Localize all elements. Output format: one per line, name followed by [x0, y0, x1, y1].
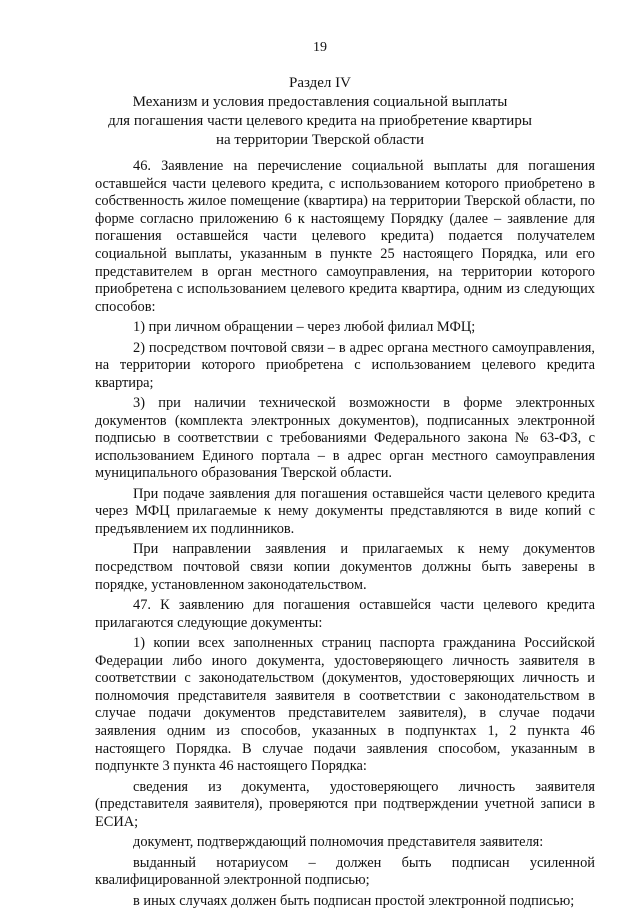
section-title-line: Механизм и условия предоставления социальной выплаты: [132, 94, 508, 110]
paragraph-mfc: При подаче заявления для погашения оставшейся части целевого кредита через МФЦ прилагаемые к нему документы представляются в виде копий с предъявлением их подлинников.: [95, 485, 595, 538]
paragraph-notary: выданный нотариусом – должен быть подписан усиленной квалифицированной электронной подписью;: [95, 854, 595, 889]
list-item-2: 2) посредством почтовой связи – в адрес органа местного самоуправления, на территории которого приобретена с использованием целевого кредита квартира;: [95, 339, 595, 391]
paragraph-esia: сведения из документа, удостоверяющего личность заявителя (представителя заявителя), проверяются при подтверждении учетной записи в ЕСИА;: [95, 778, 595, 830]
section-title-line: на территории Тверской области: [215, 132, 424, 148]
document-body: [95, 158, 595, 913]
paragraph-simple-signature: в иных случаях должен быть подписан простой электронной подписью;: [133, 892, 575, 909]
list-item-47-1: 1) копии всех заполненных страниц паспорта гражданина Российской Федерации либо иного документа, удостоверяющего личность заявителя в соответствии с законодательством (документов, удостоверяющих личность и полномочия представителя заявителя в соответствии с законодательством в случае подачи документов представителем заявителя), в случае подачи заявления одним из способов, указанных в подпунктах 1, 2 пункта 46 настоящего Порядка. В случае подачи заявления способом, указанным в подпункте 3 пункта 46 настоящего Порядка:: [95, 635, 595, 775]
section-heading: [60, 74, 580, 150]
section-label: Раздел IV: [288, 75, 351, 91]
paragraph-47: 47. К заявлению для погашения оставшейся части целевого кредита прилагаются следующие документы:: [95, 597, 595, 631]
page-number: 19: [313, 40, 327, 55]
paragraph-46: 46. Заявление на перечисление социальной выплаты для погашения оставшейся части целевого кредита, с использованием которого приобретено в собственность жилое помещение (квартира) на территории Тверской области, по форме согласно приложению 6 к настоящему Порядку (далее – заявление для погашения оставшейся части целевого кредита) подается получателем социальной выплаты, указанным в пункте 25 настоящего Порядка, или его представителем в орган местного самоуправления, на территории которого приобретена с использованием целевого кредита квартира, одним из следующих способов:: [95, 158, 595, 315]
paragraph-postal: При направлении заявления и прилагаемых к нему документов посредством почтовой связи копии документов должны быть заверены в порядке, установленном законодательством.: [95, 541, 595, 593]
paragraph-authority-doc: документ, подтверждающий полномочия представителя заявителя:: [133, 834, 544, 851]
list-item-1: 1) при личном обращении – через любой филиал МФЦ;: [133, 319, 476, 336]
section-title-line: для погашения части целевого кредита на приобретение квартиры: [108, 113, 532, 129]
list-item-3: 3) при наличии технической возможности в форме электронных документов (комплекта электронных документов), подписанных электронной подписью в соответствии с требованиями Федерального закона № 63-ФЗ, с использованием Единого портала – в адрес орган местного самоуправления муниципального образования Тверской области.: [95, 395, 595, 482]
